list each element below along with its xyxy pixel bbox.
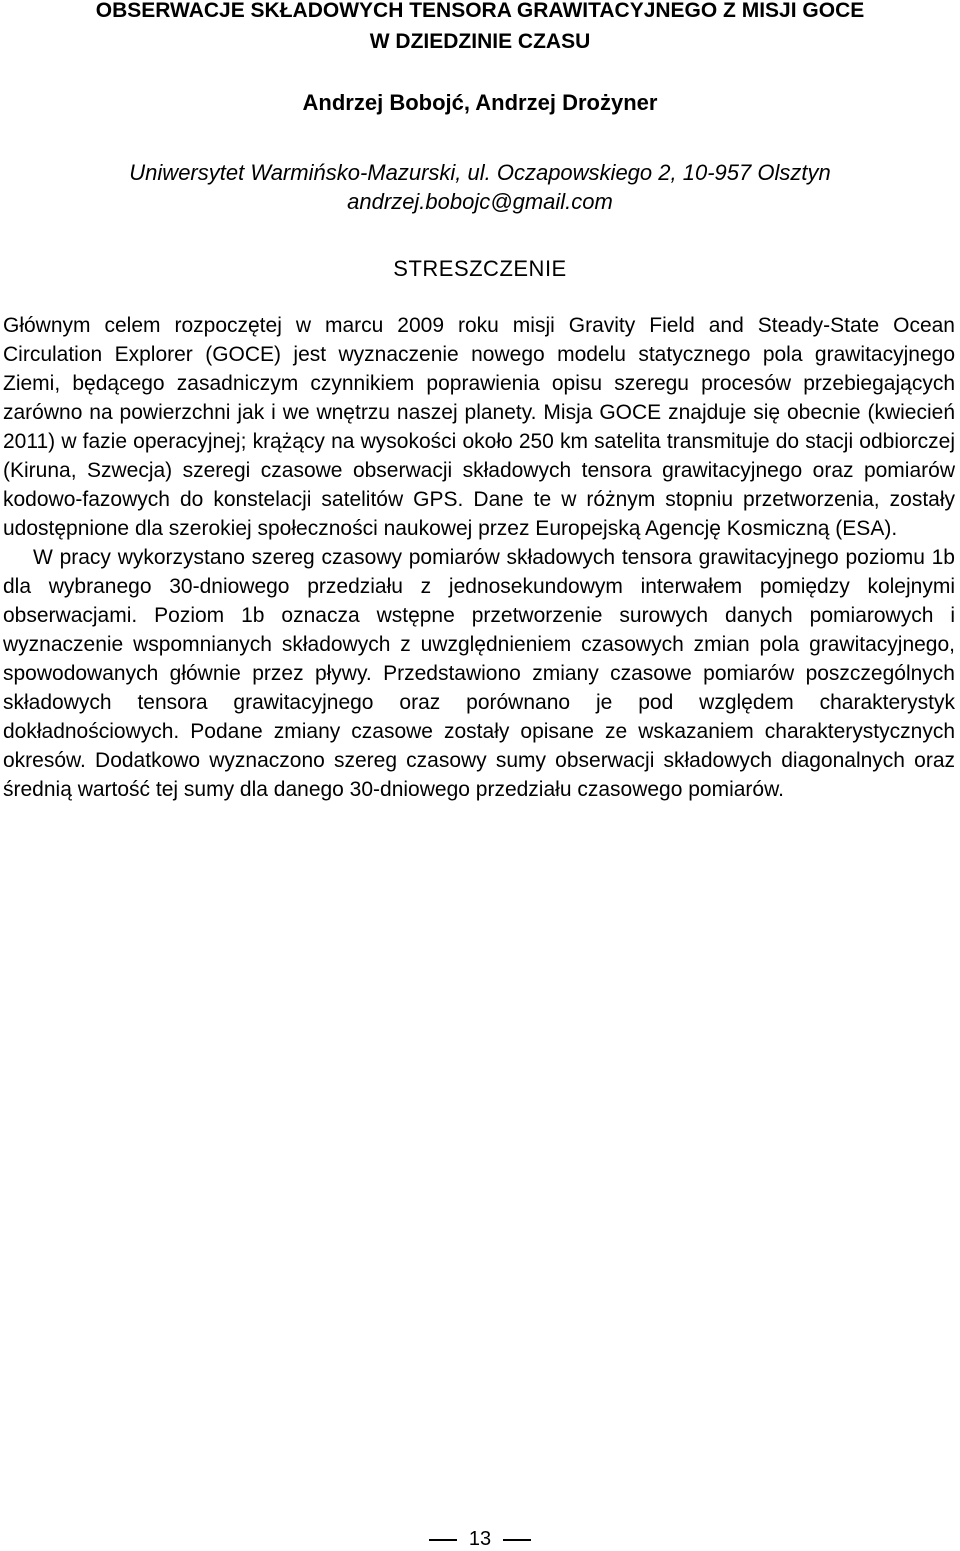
abstract-heading: STRESZCZENIE [393,256,567,281]
page-number-dash-left [429,1539,457,1541]
affiliation-email: andrzej.bobojc@gmail.com [347,189,613,214]
affiliation-institution: Uniwersytet Warmińsko-Mazurski, ul. Oczapowskiego 2, 10-957 Olsztyn [129,160,831,185]
abstract-paragraph-1: Głównym celem rozpoczętej w marcu 2009 roku misji Gravity Field and Steady-State Ocean Circulation Explorer (GOCE) jest wyznaczenie nowego modelu statycznego pola grawitacyjnego Ziemi, będącego zasadniczym czynnikiem poprawienia opisu szeregu procesów przebiegających zarówno na powierzchni jak i we wnętrzu naszej planety. Misja GOCE znajduje się obecnie (kwiecień 2011) w fazie operacyjnej; krążący na wysokości około 250 km satelita transmituje do stacji odbiorczej (Kiruna, Szwecja) szeregi czasowe obserwacji składowych tensora grawitacyjnego oraz pomiarów kodowo-fazowych do konstelacji satelitów GPS. Dane te w różnym stopniu przetworzenia, zostały udostępnione dla szerokiej społeczności naukowej przez Europejską Agencję Kosmiczną (ESA). [3,314,955,540]
page-footer [0,1528,960,1551]
page-number-dash-right [503,1539,531,1541]
page-number: 13 [468,1528,492,1550]
paper-authors: Andrzej Bobojć, Andrzej Drożyner [302,90,658,115]
abstract-body [3,311,955,804]
paper-title-line-1: OBSERWACJE SKŁADOWYCH TENSORA GRAWITACYJNEGO Z MISJI GOCE [95,0,865,22]
author-affiliation [0,158,960,216]
abstract-paragraph-2: W pracy wykorzystano szereg czasowy pomiarów składowych tensora grawitacyjnego poziomu 1b dla wybranego 30-dniowego przedziału z jednosekundowym interwałem pomiędzy kolejnymi obserwacjami. Poziom 1b oznacza wstępne przetworzenie surowych danych pomiarowych i wyznaczenie wspomnianych składowych z uwzględnieniem czasowych zmian pola grawitacyjnego, spowodowanych głównie przez pływy. Przedstawiono zmiany czasowe pomiarów poszczególnych składowych tensora grawitacyjnego oraz porównano je pod względem charakterystyk dokładnościowych. Podane zmiany czasowe zostały opisane ze wskazaniem charakterystycznych okresów. Dodatkowo wyznaczono szereg czasowy sumy obserwacji składowych diagonalnych oraz średnią wartość tej sumy dla danego 30-dniowego przedziału czasowego pomiarów. [3,546,955,801]
paper-title-line-2: W DZIEDZINIE CZASU [369,30,591,53]
paper-title [0,0,960,57]
